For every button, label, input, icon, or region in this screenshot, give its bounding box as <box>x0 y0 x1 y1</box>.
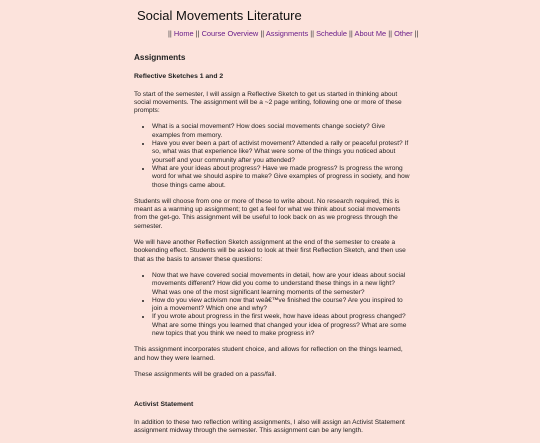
question-item: • If you wrote about progress in the first week, how have ideas about progress changed? What are some things you learned that changed your idea of progress? What are some new topics that you think we need to make progress in? <box>152 313 410 338</box>
section-heading-reflective-sketches: Reflective Sketches 1 and 2 <box>134 73 224 81</box>
section-heading-activist-statement: Activist Statement <box>134 401 194 409</box>
nav-separator: || <box>168 29 172 38</box>
nav-separator: || <box>414 29 419 38</box>
paragraph: This assignment incorporates student choice, and allows for reflection on the things learned, and how they were learned. <box>134 346 403 362</box>
question-item: • Now that we have covered social movements in detail, how are your ideas about social movements different? How did you come to understand these things in a new light? What was one of the most significant learning moments of the semester? <box>152 272 410 297</box>
nav-link-about-me[interactable]: About Me <box>354 29 387 38</box>
paragraph: These assignments will be graded on a pass/fail. <box>134 370 277 378</box>
nav-separator: || <box>260 29 265 38</box>
nav-separator: || <box>195 29 200 38</box>
page-heading: Assignments <box>134 53 186 62</box>
paragraph: Students will choose from one or more of these to write about. No research required, this is meant as a warming up assignment; to get a feel for what we think about social movements from the get-go. This assignment will be useful to look back on as we progress through the semester. <box>134 197 401 230</box>
paragraph: In addition to these two reflection writing assignments, I also will assign an Activist Statement assignment midway through the semester. This assignment can be any length. <box>134 418 405 434</box>
nav-separator: || <box>310 29 315 38</box>
spacer <box>134 387 410 401</box>
nav-link-assignments[interactable]: Assignments <box>265 29 309 38</box>
nav-separator: || <box>388 29 393 38</box>
prompt-list <box>134 123 410 189</box>
prompt-item: • Have you ever been a part of activist movement? Attended a rally or peaceful protest? If so, what was that experience like? What were some of the things you noticed about yourself and your community after you attended? <box>152 140 410 165</box>
site-title: Social Movements Literature <box>137 8 302 23</box>
nav-link-course-overview[interactable]: Course Overview <box>201 29 259 38</box>
question-item: • How do you view activism now that weâ€™ve finished the course? Are you inspired to join a movement? Which one and why? <box>152 297 410 314</box>
nav-separator: || <box>349 29 353 38</box>
prompt-item: • What are your ideas about progress? Have we made progress? Is progress the wrong word for what we should aspire to make? Give examples of progress in society, and how those things came about. <box>152 165 410 190</box>
main-content <box>134 54 410 443</box>
section-intro-paragraph: To start of the semester, I will assign a Reflective Sketch to get us started in thinking about social movements. The assignment will be a ~2 page writing, following one or more of these prompts: <box>134 90 402 115</box>
prompt-item: • What is a social movement? How does social movements change society? Give examples from memory. <box>152 123 410 140</box>
nav-link-home[interactable]: Home <box>173 29 194 38</box>
nav-link-schedule[interactable]: Schedule <box>316 29 347 38</box>
paragraph: We will have another Reflection Sketch assignment at the end of the semester to create a bookending effect. Students will be asked to look at their first Reflection Sketch, and then use that as the basis to answer these questions: <box>134 239 406 263</box>
question-list <box>134 272 410 338</box>
main-nav <box>168 29 419 38</box>
nav-link-other[interactable]: Other <box>394 29 413 38</box>
